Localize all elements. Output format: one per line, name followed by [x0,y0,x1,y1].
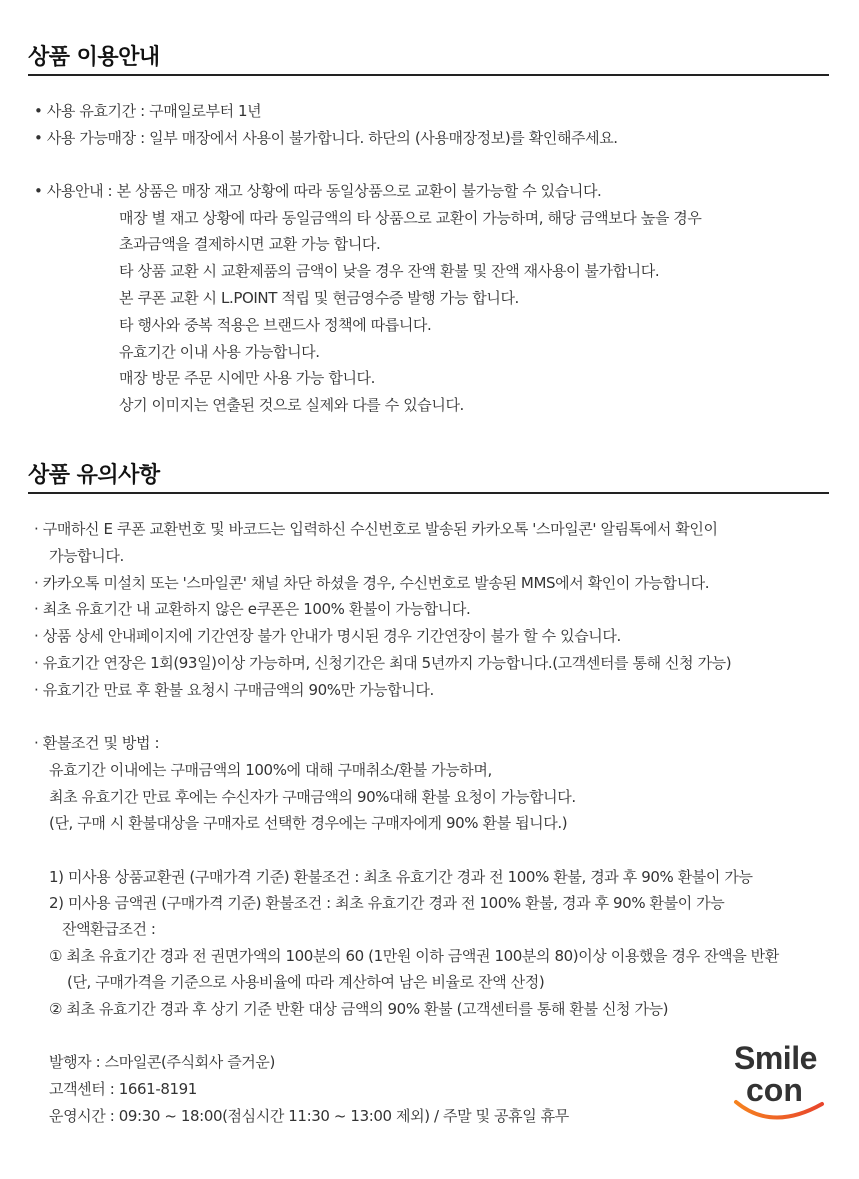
logo-text-con: con [746,1072,803,1108]
section-divider [28,74,829,76]
notice-line: (단, 구매 시 환불대상을 구매자로 선택한 경우에는 구매자에게 90% 환불 됩니다.) [49,814,568,832]
usage-line: 초과금액을 결제하시면 교환 가능 합니다. [119,235,381,253]
operating-hours-line: 운영시간 : 09:30 ~ 18:00(점심시간 11:30 ~ 13:00 제외) / 주말 및 공휴일 휴무 [49,1107,569,1125]
smilecon-logo [726,1036,836,1136]
notice-line: 2) 미사용 금액권 (구매가격 기준) 환불조건 : 최초 유효기간 경과 전 100% 환불, 경과 후 90% 환불이 가능 [49,894,725,912]
usage-line: • 사용 유효기간 : 구매일로부터 1년 [34,102,262,120]
usage-line: 상기 이미지는 연출된 것으로 실제와 다를 수 있습니다. [119,396,464,414]
logo-text-smile: Smile [734,1040,817,1076]
notice-line: 유효기간 이내에는 구매금액의 100%에 대해 구매취소/환불 가능하며, [49,761,492,779]
notice-line: (단, 구매가격을 기준으로 사용비율에 따라 계산하여 남은 비율로 잔액 산정) [67,973,545,991]
notice-line: ① 최초 유효기간 경과 전 권면가액의 100분의 60 (1만원 이하 금액권 100분의 80)이상 이용했을 경우 잔액을 반환 [49,947,779,965]
section-title-notice: 상품 유의사항 [28,463,160,488]
notice-line: · 카카오톡 미설치 또는 '스마일콘' 채널 차단 하셨을 경우, 수신번호로 발송된 MMS에서 확인이 가능합니다. [34,574,710,592]
notice-line: · 환불조건 및 방법 : [34,734,160,752]
customer-center-line: 고객센터 : 1661-8191 [49,1080,197,1098]
publisher-line: 발행자 : 스마일콘(주식회사 즐거운) [49,1053,275,1071]
usage-line: 매장 별 재고 상황에 따라 동일금액의 타 상품으로 교환이 가능하며, 해당 금액보다 높을 경우 [119,209,702,227]
notice-line: · 유효기간 연장은 1회(93일)이상 가능하며, 신청기간은 최대 5년까지 가능합니다.(고객센터를 통해 신청 가능) [34,654,732,672]
usage-line: 타 행사와 중복 적용은 브랜드사 정책에 따릅니다. [119,316,432,334]
usage-line: 매장 방문 주문 시에만 사용 가능 합니다. [119,369,376,387]
usage-line: 본 쿠폰 교환 시 L.POINT 적립 및 현금영수증 발행 가능 합니다. [119,289,519,307]
notice-line: · 구매하신 E 쿠폰 교환번호 및 바코드는 입력하신 수신번호로 발송된 카카오톡 '스마일콘' 알림톡에서 확인이 [34,520,718,538]
notice-line: · 최초 유효기간 내 교환하지 않은 e쿠폰은 100% 환불이 가능합니다. [34,600,471,618]
notice-line: 최초 유효기간 만료 후에는 수신자가 구매금액의 90%대해 환불 요청이 가능합니다. [49,788,576,806]
notice-line: 1) 미사용 상품교환권 (구매가격 기준) 환불조건 : 최초 유효기간 경과 전 100% 환불, 경과 후 90% 환불이 가능 [49,868,753,886]
notice-line: 잔액환급조건 : [62,920,156,938]
usage-line: 유효기간 이내 사용 가능합니다. [119,343,320,361]
notice-line: ② 최초 유효기간 경과 후 상기 기준 반환 대상 금액의 90% 환불 (고객센터를 통해 환불 신청 가능) [49,1000,669,1018]
notice-line: · 상품 상세 안내페이지에 기간연장 불가 안내가 명시된 경우 기간연장이 불가 할 수 있습니다. [34,627,621,645]
usage-line: • 사용안내 : 본 상품은 매장 재고 상황에 따라 동일상품으로 교환이 불가능할 수 있습니다. [34,182,602,200]
notice-line: 가능합니다. [49,547,124,565]
logo-smile-curve-icon [732,1098,828,1128]
notice-line: · 유효기간 만료 후 환불 요청시 구매금액의 90%만 가능합니다. [34,681,434,699]
section-title-usage-guide: 상품 이용안내 [28,45,160,70]
usage-line: • 사용 가능매장 : 일부 매장에서 사용이 불가합니다. 하단의 (사용매장정보)를 확인해주세요. [34,129,618,147]
usage-line: 타 상품 교환 시 교환제품의 금액이 낮을 경우 잔액 환불 및 잔액 재사용이 불가합니다. [119,262,660,280]
section-divider [28,492,829,494]
